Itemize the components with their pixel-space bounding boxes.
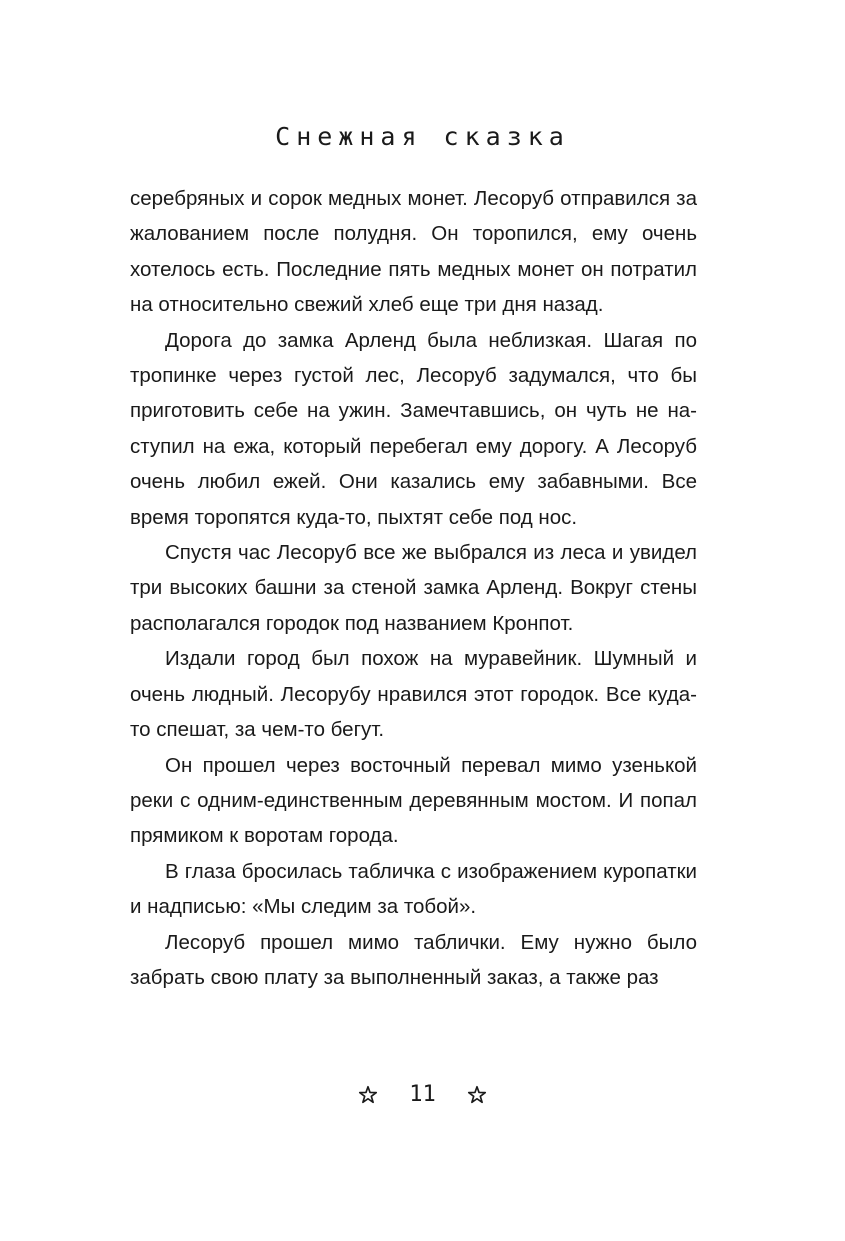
paragraph: серебряных и сорок медных монет. Лесоруб отправился за жалованием после полудня. Он торопился, ему очень хотелось есть. Последние пять медных монет он потратил на относительно свежий хлеб еще три дня назад. — [130, 187, 697, 317]
paragraph: В глаза бросилась табличка с изображением куропатки и надписью: «Мы следим за тобой». — [130, 859, 697, 919]
body-text — [130, 181, 697, 995]
folio — [0, 1082, 845, 1107]
star-icon — [357, 1084, 379, 1106]
paragraph: Лесоруб прошел мимо таблички. Ему нужно было забрать свою плату за выполненный заказ, а также раз — [130, 930, 697, 989]
star-icon — [466, 1084, 488, 1106]
page-number: 11 — [409, 1082, 436, 1107]
paragraph: Спустя час Лесоруб все же выбрался из леса и увидел три высоких башни за стеной замка Арленд. Вокруг стены располагался городок под названием Кронпот. — [130, 541, 697, 635]
paragraph: Он прошел через восточный перевал мимо узенькой реки с одним-единственным деревянным мостом. И попал прямиком к воротам города. — [130, 753, 697, 848]
paragraph: Дорога до замка Арленд была неблизкая. Шагая по тропинке через густой лес, Лесоруб задумался, что бы приготовить себе на ужин. Замечтавшись, он чуть не наступил на ежа, который перебегал ему дорогу. А Лесоруб очень любил ежей. Они казались ему забавными. Все время торопятся куда-то, пыхтят себе под нос. — [130, 328, 697, 529]
paragraph: Издали город был похож на муравейник. Шумный и очень людный. Лесорубу нравился этот городок. Все куда-то спешат, за чем-то бегут. — [130, 647, 697, 742]
running-head: Снежная сказка — [275, 122, 570, 151]
